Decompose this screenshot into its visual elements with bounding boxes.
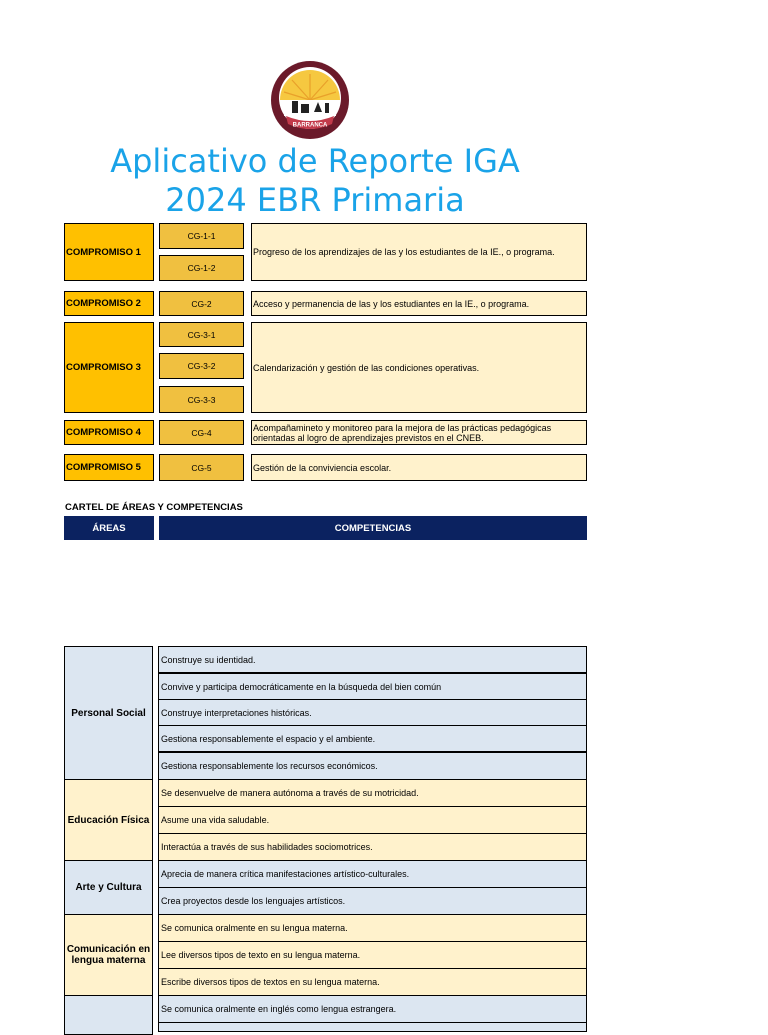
competencia-row: Crea proyectos desde los lenguajes artísticos. bbox=[158, 887, 587, 915]
competencia-row: Construye interpretaciones históricas. bbox=[158, 699, 587, 726]
compromiso-1-description: Progreso de los aprendizajes de las y los estudiantes de la IE., o programa. bbox=[251, 223, 587, 281]
code-cg-3-2: CG-3-2 bbox=[159, 353, 244, 379]
competencia-row: Se comunica oralmente en inglés como lengua estrangera. bbox=[158, 995, 587, 1023]
competencia-row: Aprecia de manera crítica manifestaciones artístico-culturales. bbox=[158, 860, 587, 888]
competencia-row: Interactúa a través de sus habilidades sociomotrices. bbox=[158, 833, 587, 861]
compromiso-3-description: Calendarización y gestión de las condiciones operativas. bbox=[251, 322, 587, 413]
code-cg-3-3: CG-3-3 bbox=[159, 386, 244, 413]
competencia-row: Construye su identidad. bbox=[158, 646, 587, 673]
cartel-title: CARTEL DE ÁREAS Y COMPETENCIAS bbox=[65, 502, 243, 513]
compromiso-2-description: Acceso y permanencia de las y los estudiantes en la IE., o programa. bbox=[251, 291, 587, 316]
area-comunicacion-lengua-materna: Comunicación en lengua materna bbox=[64, 914, 153, 996]
compromiso-4-description: Acompañamineto y monitoreo para la mejora de las prácticas pedagógicas orientadas al logro de aprendizajes previstos en el CNEB. bbox=[251, 420, 587, 445]
area-arte-y-cultura: Arte y Cultura bbox=[64, 860, 153, 915]
area-educacion-fisica: Educación Física bbox=[64, 779, 153, 861]
page-title-line-1: Aplicativo de Reporte IGA bbox=[110, 142, 520, 180]
area-personal-social: Personal Social bbox=[64, 646, 153, 780]
compromiso-1-label: COMPROMISO 1 bbox=[64, 223, 154, 281]
competencia-row: Lee diversos tipos de texto en su lengua materna. bbox=[158, 941, 587, 969]
area-ingles bbox=[64, 995, 153, 1035]
competencia-row: Gestiona responsablemente el espacio y el ambiente. bbox=[158, 725, 587, 752]
compromiso-5-description: Gestión de la conviviencia escolar. bbox=[251, 454, 587, 481]
compromiso-5-label: COMPROMISO 5 bbox=[64, 454, 154, 481]
competencia-row: Escribe diversos tipos de textos en su lengua materna. bbox=[158, 968, 587, 996]
page-title-line-2: 2024 EBR Primaria bbox=[165, 181, 465, 219]
competencia-row: Convive y participa democráticamente en la búsqueda del bien común bbox=[158, 673, 587, 700]
compromiso-2-label: COMPROMISO 2 bbox=[64, 291, 154, 316]
code-cg-1-2: CG-1-2 bbox=[159, 255, 244, 281]
compromiso-4-label: COMPROMISO 4 bbox=[64, 420, 154, 445]
institution-seal-icon bbox=[270, 60, 350, 140]
header-competencias: COMPETENCIAS bbox=[159, 516, 587, 540]
code-cg-1-1: CG-1-1 bbox=[159, 223, 244, 249]
competencia-row: Se desenvuelve de manera autónoma a través de su motricidad. bbox=[158, 779, 587, 807]
seal-label: BARRANCA bbox=[292, 122, 328, 129]
code-cg-4: CG-4 bbox=[159, 420, 244, 445]
code-cg-5: CG-5 bbox=[159, 454, 244, 481]
competencia-row: Se comunica oralmente en su lengua materna. bbox=[158, 914, 587, 942]
competencia-row: Asume una vida saludable. bbox=[158, 806, 587, 834]
code-cg-2: CG-2 bbox=[159, 291, 244, 316]
compromiso-3-label: COMPROMISO 3 bbox=[64, 322, 154, 413]
code-cg-3-1: CG-3-1 bbox=[159, 322, 244, 347]
competencia-row: Gestiona responsablemente los recursos económicos. bbox=[158, 752, 587, 780]
header-areas: ÁREAS bbox=[64, 516, 154, 540]
